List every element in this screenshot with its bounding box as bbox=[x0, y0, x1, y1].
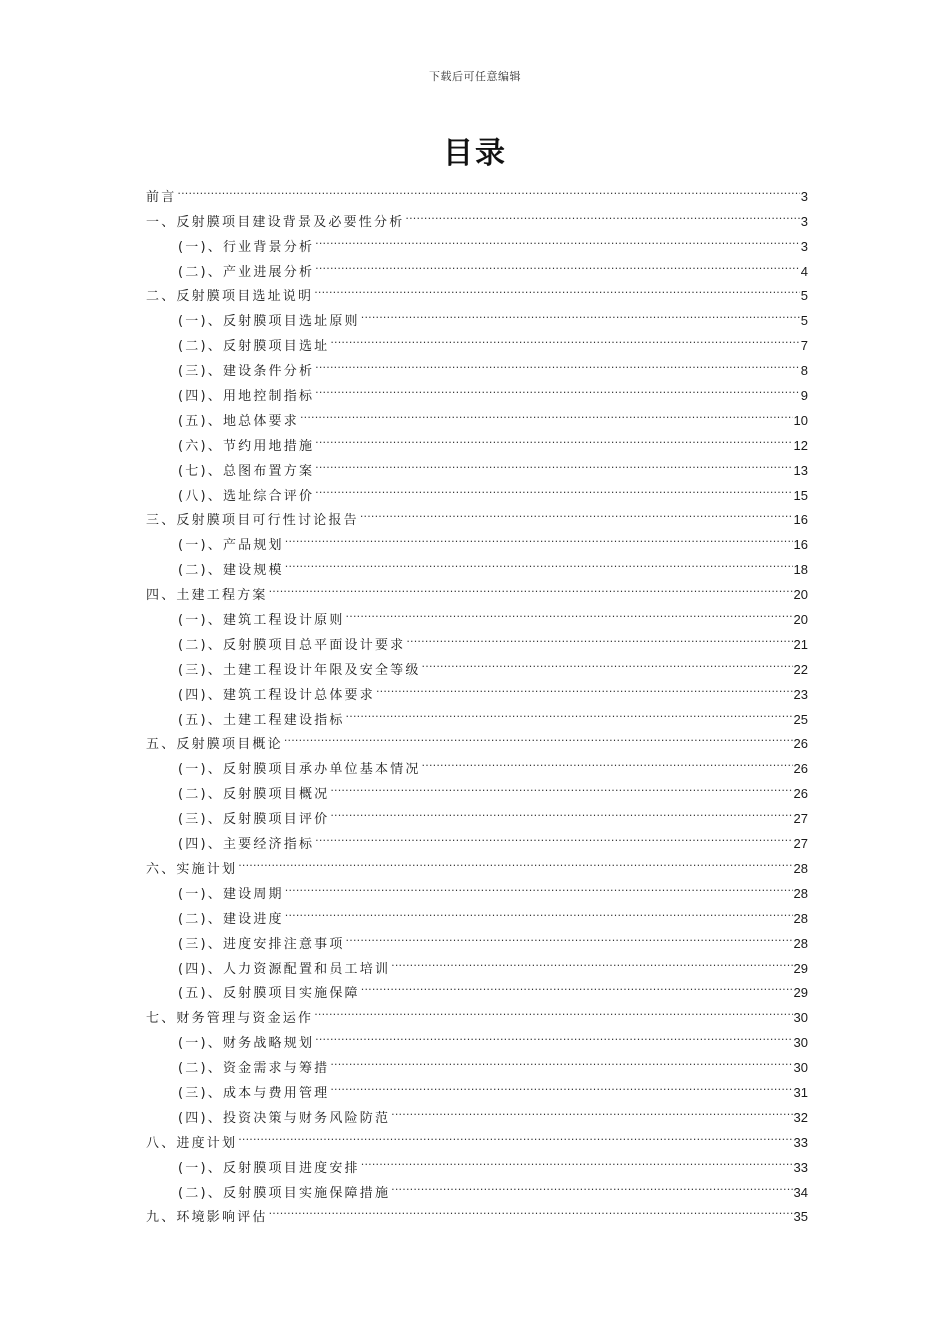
toc-entry-label: (二)、反射膜项目总平面设计要求 bbox=[178, 637, 406, 653]
toc-entry-page-number: 15 bbox=[793, 487, 808, 503]
toc-dot-leader bbox=[346, 923, 793, 948]
toc-entry-label: (二)、建设规模 bbox=[178, 563, 284, 579]
toc-dot-leader bbox=[315, 375, 800, 400]
toc-entry-page-number: 30 bbox=[793, 1060, 808, 1076]
toc-entry-label: 八、进度计划 bbox=[146, 1135, 238, 1151]
toc-entry-page-number: 16 bbox=[793, 512, 808, 528]
toc-entry-page-number: 32 bbox=[793, 1109, 808, 1125]
toc-entry-label: (二)、产业进展分析 bbox=[178, 264, 315, 280]
toc-entry-page-number: 28 bbox=[793, 935, 808, 951]
toc-entry-label: (二)、反射膜项目实施保障措施 bbox=[178, 1185, 391, 1201]
toc-entry-label: (五)、土建工程建设指标 bbox=[178, 712, 345, 728]
toc-dot-leader bbox=[360, 500, 793, 525]
toc-entry-label: (一)、反射膜项目选址原则 bbox=[178, 314, 360, 330]
toc-dot-leader bbox=[376, 674, 793, 699]
toc-dot-leader bbox=[315, 251, 800, 276]
toc-entry-page-number: 12 bbox=[793, 437, 808, 453]
toc-entry-page-number: 30 bbox=[793, 1010, 808, 1026]
toc-entry-page-number: 26 bbox=[793, 761, 808, 777]
toc-entry-label: 七、财务管理与资金运作 bbox=[146, 1011, 314, 1027]
toc-dot-leader bbox=[330, 798, 792, 823]
toc-dot-leader bbox=[238, 848, 792, 873]
toc-dot-leader bbox=[269, 1197, 793, 1222]
toc-entry-label: 六、实施计划 bbox=[146, 861, 238, 877]
toc-entry-page-number: 20 bbox=[793, 587, 808, 603]
toc-dot-leader bbox=[284, 724, 793, 749]
toc-entry-page-number: 28 bbox=[793, 885, 808, 901]
toc-entry-page-number: 25 bbox=[793, 711, 808, 727]
toc-dot-leader bbox=[285, 873, 793, 898]
toc-entry[interactable] bbox=[146, 201, 808, 230]
toc-entry-page-number: 20 bbox=[793, 612, 808, 628]
toc-entry-label: (四)、投资决策与财务风险防范 bbox=[178, 1110, 391, 1126]
toc-dot-leader bbox=[406, 624, 792, 649]
toc-entry-page-number: 26 bbox=[793, 736, 808, 752]
toc-dot-leader bbox=[285, 898, 793, 923]
toc-dot-leader bbox=[330, 1047, 792, 1072]
toc-entry-label: (一)、行业背景分析 bbox=[178, 239, 315, 255]
toc-entry-page-number: 21 bbox=[793, 636, 808, 652]
toc-entry-page-number: 5 bbox=[800, 313, 808, 329]
toc-entry-label: 五、反射膜项目概论 bbox=[146, 737, 283, 753]
toc-entry-page-number: 13 bbox=[793, 462, 808, 478]
toc-dot-leader bbox=[315, 823, 792, 848]
toc-entry-label: (四)、建筑工程设计总体要求 bbox=[178, 687, 375, 703]
toc-dot-leader bbox=[285, 524, 793, 549]
toc-entry-label: (三)、土建工程设计年限及安全等级 bbox=[178, 662, 421, 678]
toc-entry-label: (二)、建设进度 bbox=[178, 911, 284, 927]
toc-entry[interactable] bbox=[146, 848, 808, 877]
toc-dot-leader bbox=[285, 549, 793, 574]
toc-dot-leader bbox=[300, 400, 793, 425]
toc-entry-page-number: 4 bbox=[800, 263, 808, 279]
toc-entry-page-number: 31 bbox=[793, 1084, 808, 1100]
toc-dot-leader bbox=[391, 1172, 792, 1197]
toc-dot-leader bbox=[177, 176, 799, 201]
table-of-contents bbox=[146, 176, 808, 1226]
toc-entry-label: (三)、成本与费用管理 bbox=[178, 1085, 330, 1101]
toc-entry-label: (一)、财务战略规划 bbox=[178, 1036, 315, 1052]
toc-entry-page-number: 7 bbox=[800, 338, 808, 354]
toc-entry-page-number: 8 bbox=[800, 363, 808, 379]
toc-entry-page-number: 29 bbox=[793, 985, 808, 1001]
toc-entry-page-number: 28 bbox=[793, 910, 808, 926]
toc-entry[interactable] bbox=[146, 176, 808, 205]
toc-dot-leader bbox=[315, 1022, 792, 1047]
toc-dot-leader bbox=[315, 475, 792, 500]
toc-dot-leader bbox=[391, 1097, 792, 1122]
toc-entry-page-number: 30 bbox=[793, 1035, 808, 1051]
toc-entry-label: (一)、反射膜项目进度安排 bbox=[178, 1160, 360, 1176]
toc-entry-label: (四)、主要经济指标 bbox=[178, 837, 315, 853]
toc-entry-page-number: 9 bbox=[800, 388, 808, 404]
toc-entry-page-number: 22 bbox=[793, 661, 808, 677]
toc-entry[interactable] bbox=[146, 873, 808, 902]
toc-entry-label: (一)、建筑工程设计原则 bbox=[178, 613, 345, 629]
toc-dot-leader bbox=[269, 574, 793, 599]
toc-dot-leader bbox=[330, 773, 792, 798]
toc-dot-leader bbox=[315, 226, 800, 251]
toc-entry-label: (三)、建设条件分析 bbox=[178, 364, 315, 380]
toc-dot-leader bbox=[330, 1072, 792, 1097]
toc-dot-leader bbox=[238, 1122, 792, 1147]
toc-entry-page-number: 10 bbox=[793, 412, 808, 428]
toc-entry-page-number: 3 bbox=[800, 238, 808, 254]
toc-entry-label: (二)、反射膜项目选址 bbox=[178, 339, 330, 355]
toc-entry-label: 九、环境影响评估 bbox=[146, 1210, 268, 1226]
toc-entry-label: (三)、反射膜项目评价 bbox=[178, 812, 330, 828]
toc-dot-leader bbox=[315, 450, 792, 475]
toc-entry-label: (一)、产品规划 bbox=[178, 538, 284, 554]
toc-entry-label: 前言 bbox=[146, 189, 177, 205]
toc-entry-page-number: 27 bbox=[793, 811, 808, 827]
toc-entry-label: (五)、反射膜项目实施保障 bbox=[178, 986, 360, 1002]
toc-entry-page-number: 16 bbox=[793, 537, 808, 553]
toc-entry-label: (四)、人力资源配置和员工培训 bbox=[178, 961, 391, 977]
toc-entry-page-number: 5 bbox=[800, 288, 808, 304]
toc-entry-label: (二)、资金需求与筹措 bbox=[178, 1061, 330, 1077]
toc-entry-page-number: 23 bbox=[793, 686, 808, 702]
toc-entry-label: (三)、进度安排注意事项 bbox=[178, 936, 345, 952]
toc-entry-page-number: 18 bbox=[793, 562, 808, 578]
toc-entry-page-number: 28 bbox=[793, 860, 808, 876]
toc-dot-leader bbox=[361, 1147, 793, 1172]
toc-entry-label: 一、反射膜项目建设背景及必要性分析 bbox=[146, 214, 405, 230]
toc-dot-leader bbox=[361, 300, 800, 325]
toc-entry-page-number: 29 bbox=[793, 960, 808, 976]
toc-entry[interactable] bbox=[146, 1147, 808, 1176]
toc-entry-label: (六)、节约用地措施 bbox=[178, 438, 315, 454]
toc-dot-leader bbox=[361, 973, 793, 998]
toc-entry-label: 三、反射膜项目可行性讨论报告 bbox=[146, 513, 359, 529]
toc-dot-leader bbox=[391, 948, 792, 973]
toc-dot-leader bbox=[346, 699, 793, 724]
toc-entry-page-number: 34 bbox=[793, 1184, 808, 1200]
toc-entry-label: (四)、用地控制指标 bbox=[178, 389, 315, 405]
toc-entry-label: 四、土建工程方案 bbox=[146, 588, 268, 604]
toc-dot-leader bbox=[422, 748, 793, 773]
toc-entry-label: (一)、反射膜项目承办单位基本情况 bbox=[178, 762, 421, 778]
header-note: 下载后可任意编辑 bbox=[429, 70, 521, 83]
toc-dot-leader bbox=[314, 997, 792, 1022]
toc-entry-label: (一)、建设周期 bbox=[178, 886, 284, 902]
toc-entry-page-number: 33 bbox=[793, 1159, 808, 1175]
toc-entry-page-number: 26 bbox=[793, 786, 808, 802]
toc-entry-label: (八)、选址综合评价 bbox=[178, 488, 315, 504]
toc-entry-label: (五)、地总体要求 bbox=[178, 413, 299, 429]
toc-entry-label: (七)、总图布置方案 bbox=[178, 463, 315, 479]
toc-dot-leader bbox=[405, 201, 799, 226]
toc-entry-page-number: 3 bbox=[800, 188, 808, 204]
toc-dot-leader bbox=[315, 425, 792, 450]
toc-entry-page-number: 35 bbox=[793, 1209, 808, 1225]
toc-entry-page-number: 27 bbox=[793, 836, 808, 852]
toc-dot-leader bbox=[346, 599, 793, 624]
toc-entry[interactable] bbox=[146, 1122, 808, 1151]
toc-entry-label: 二、反射膜项目选址说明 bbox=[146, 289, 314, 305]
toc-dot-leader bbox=[422, 649, 793, 674]
toc-dot-leader bbox=[314, 276, 800, 301]
toc-entry-label: (二)、反射膜项目概况 bbox=[178, 787, 330, 803]
toc-entry-page-number: 3 bbox=[800, 213, 808, 229]
toc-dot-leader bbox=[315, 350, 800, 375]
toc-entry-page-number: 33 bbox=[793, 1134, 808, 1150]
page-title: 目录 bbox=[443, 136, 507, 171]
toc-dot-leader bbox=[330, 325, 799, 350]
